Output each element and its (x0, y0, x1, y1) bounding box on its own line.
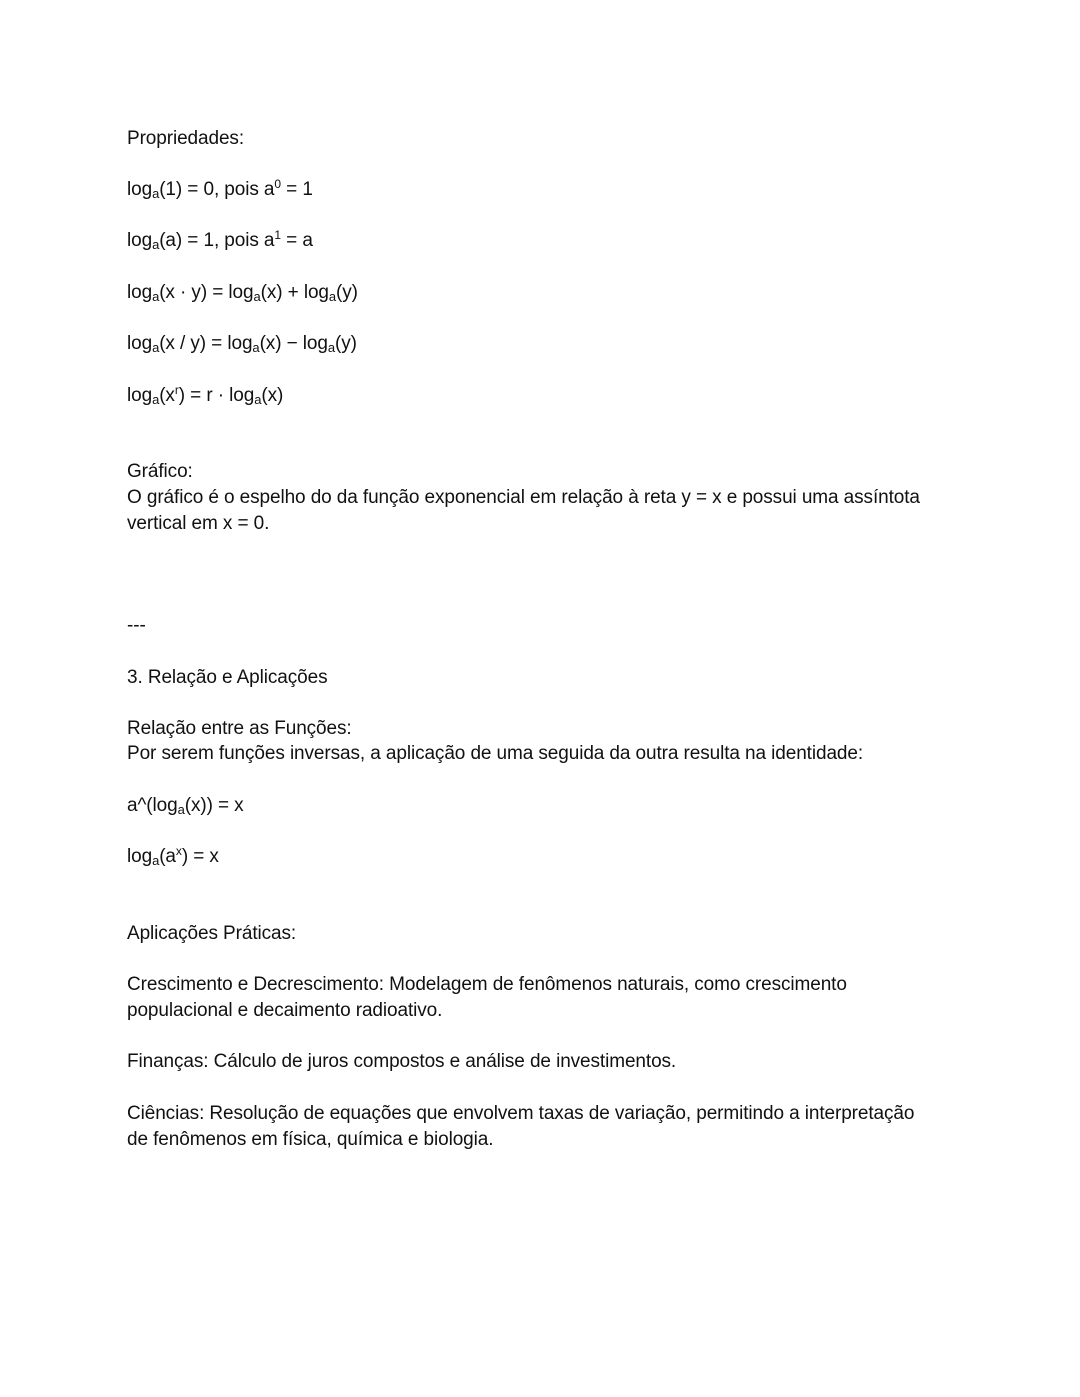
application-science-line-1: Ciências: Resolução de equações que envolvem taxas de variação, permitindo a interpretação (127, 1103, 915, 1124)
expression-text: (x) − (259, 333, 303, 354)
expression-text: (x (159, 385, 175, 406)
section-3-title: 3. Relação e Aplicações (127, 667, 328, 688)
exponent-superscript: x (175, 844, 182, 858)
expression-text: ) = x (181, 846, 219, 867)
base-subscript: a (152, 853, 160, 868)
exponent-superscript: 1 (274, 228, 281, 242)
log-text: log (127, 230, 153, 251)
log-text: log (303, 282, 329, 303)
base-subscript: a (152, 289, 160, 304)
exponent-superscript: r (174, 383, 179, 397)
log-text: log (127, 333, 153, 354)
base-subscript: a (253, 289, 261, 304)
log-text: log (127, 282, 153, 303)
base-subscript: a (327, 340, 335, 355)
expression-text: (a) = 1, pois a (159, 230, 275, 251)
relation-heading: Relação entre as Funções: (127, 718, 352, 739)
application-growth-line-2: populacional e decaimento radioativo. (127, 1000, 443, 1021)
expression-text: (1) = 0, pois a (159, 179, 275, 200)
expression-text: (y) (336, 282, 358, 303)
base-subscript: a (152, 237, 160, 252)
log-text: log (127, 846, 153, 867)
expression-text: = 1 (280, 179, 313, 200)
expression-text: (a (159, 846, 176, 867)
expression-text: (x · y) = (159, 282, 229, 303)
identity-log-of-exp (127, 844, 219, 871)
log-text: log (127, 179, 153, 200)
section-separator: --- (127, 615, 146, 636)
log-text: log (127, 385, 153, 406)
expression-text: (x) (261, 385, 284, 406)
expression-text: ) = r · (178, 385, 230, 406)
log-text: log (302, 333, 328, 354)
property-log-of-one (127, 177, 313, 204)
expression-text: (x)) = x (184, 795, 244, 816)
base-subscript: a (152, 340, 160, 355)
application-finance: Finanças: Cálculo de juros compostos e análise de investimentos. (127, 1051, 677, 1072)
graph-heading: Gráfico: (127, 461, 193, 482)
graph-description-line-2: vertical em x = 0. (127, 513, 270, 534)
expression-text: a^( (127, 795, 153, 816)
relation-text: Por serem funções inversas, a aplicação de uma seguida da outra resulta na identidade: (127, 743, 864, 764)
application-growth-line-1: Crescimento e Decrescimento: Modelagem de fenômenos naturais, como crescimento (127, 974, 847, 995)
expression-text: (x) + (260, 282, 304, 303)
base-subscript: a (152, 186, 160, 201)
base-subscript: a (328, 289, 337, 304)
log-text: log (228, 282, 254, 303)
exponent-superscript: 0 (274, 177, 281, 191)
log-text: log (229, 385, 255, 406)
expression-text: (x / y) = (159, 333, 228, 354)
property-product-rule (127, 280, 358, 307)
base-subscript: a (177, 802, 185, 817)
graph-description-line-1: O gráfico é o espelho do da função exponencial em relação à reta y = x e possui uma assíntota (127, 487, 920, 508)
property-quotient-rule (127, 331, 357, 358)
log-text: log (152, 795, 178, 816)
property-log-of-base (127, 228, 313, 255)
application-science-line-2: de fenômenos em física, química e biologia. (127, 1129, 494, 1150)
applications-heading: Aplicações Práticas: (127, 923, 297, 944)
base-subscript: a (252, 340, 260, 355)
log-text: log (227, 333, 253, 354)
property-power-rule (127, 383, 283, 410)
expression-text: (y) (334, 333, 357, 354)
base-subscript: a (152, 392, 160, 407)
properties-heading: Propriedades: (127, 128, 244, 149)
base-subscript: a (254, 392, 262, 407)
identity-exp-of-log (127, 793, 244, 820)
expression-text: = a (280, 230, 313, 251)
